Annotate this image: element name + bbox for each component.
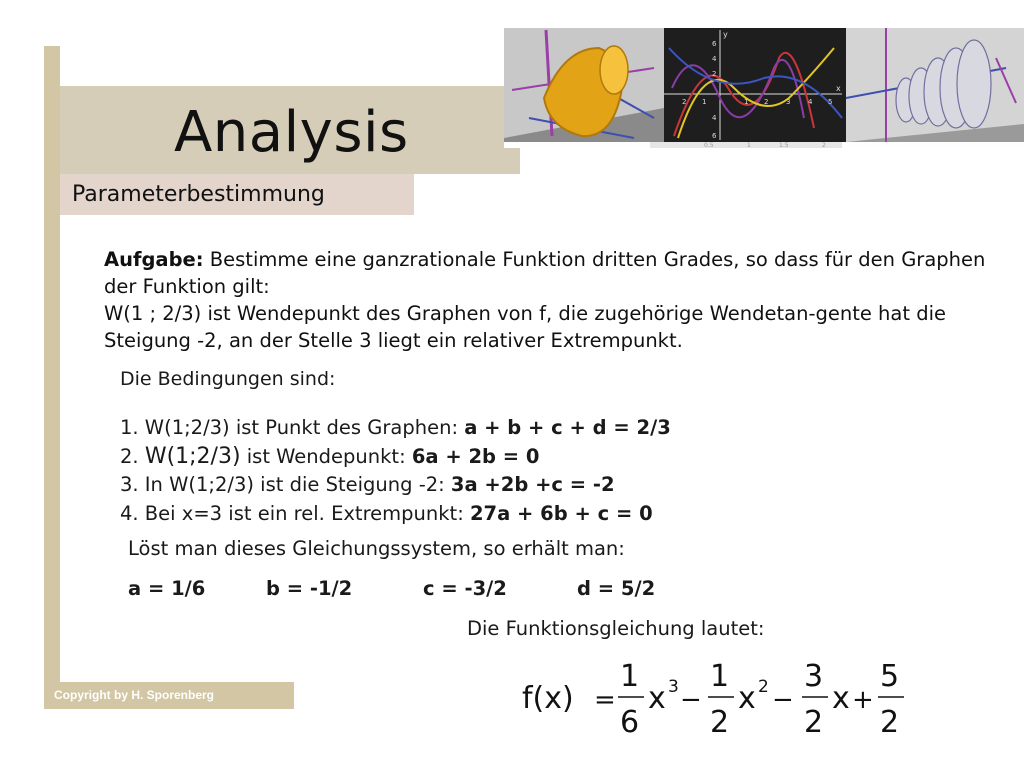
- function-label: Die Funktionsgleichung lautet:: [467, 617, 765, 640]
- formula-t3-variable: x: [832, 681, 850, 716]
- solution-d: d = 5/2: [577, 577, 656, 600]
- graph-bottom-tick: 2: [822, 142, 826, 148]
- condition-equation: a + b + c + d = 2/3: [464, 416, 671, 439]
- graph-y-tick: 4: [712, 114, 717, 122]
- paraboloid-image: [504, 28, 664, 142]
- solution-c: c = -3/2: [423, 577, 507, 600]
- formula-t4-numerator: 5: [880, 659, 900, 694]
- graph-x-tick: 2: [682, 98, 687, 106]
- graph-bottom-tick: 1.5: [779, 142, 789, 148]
- header-images: [504, 28, 1024, 148]
- graph-x-tick: 2: [764, 98, 769, 106]
- condition-item: 2. W(1;2/3) ist Wendepunkt: 6a + 2b = 0: [120, 443, 540, 469]
- formula-t3-numerator: 3: [804, 659, 824, 694]
- formula-t1-denominator: 6: [620, 705, 640, 740]
- function-formula: [520, 652, 920, 742]
- formula-op3: +: [852, 685, 874, 715]
- task-line2: W(1 ; 2/3) ist Wendepunkt des Graphen von f, die zugehörige Wendetan-gente hat die Steigung -2, an der Stelle 3 liegt ein relativer Extrempunkt.: [104, 302, 947, 352]
- graph-bottom-tick: 1: [747, 142, 751, 148]
- graph-y-tick: 4: [712, 55, 717, 63]
- graph-x-tick: 1: [744, 98, 749, 106]
- left-accent-bar: [44, 46, 60, 708]
- formula-t1-numerator: 1: [620, 659, 640, 694]
- condition-item: 3. In W(1;2/3) ist die Steigung -2: 3a +2b +c = -2: [120, 473, 615, 496]
- graph-y-tick: 6: [712, 132, 717, 140]
- formula-t3-denominator: 2: [804, 705, 824, 740]
- graph-y-label: y: [723, 30, 728, 39]
- condition-item: 1. W(1;2/3) ist Punkt des Graphen: a + b + c + d = 2/3: [120, 416, 671, 439]
- condition-equation: 27a + 6b + c = 0: [469, 501, 653, 525]
- graph-x-tick: 4: [808, 98, 813, 106]
- solutions-row: [128, 577, 655, 600]
- task-line1: Bestimme eine ganzrationale Funktion dritten Grades, so dass für den Graphen der Funktion gilt:: [104, 248, 986, 298]
- condition-item: 4. Bei x=3 ist ein rel. Extrempunkt: 27a + 6b + c = 0: [120, 501, 653, 525]
- condition-equation: 3a +2b +c = -2: [450, 473, 615, 496]
- formula-t1-variable: x: [648, 681, 666, 716]
- graph-x-tick: 5: [828, 98, 833, 106]
- formula-op1: −: [680, 685, 702, 715]
- copyright-text: Copyright by H. Sporenberg: [54, 688, 215, 702]
- conditions-intro: Die Bedingungen sind:: [120, 368, 336, 390]
- conditions-list: [120, 414, 671, 528]
- page-subtitle: Parameterbestimmung: [72, 182, 325, 207]
- condition-equation: 6a + 2b = 0: [411, 444, 540, 468]
- formula-t2-exponent: 2: [758, 677, 769, 697]
- graph-x-tick: 3: [786, 98, 791, 106]
- graph-bottom-tick: 0.5: [704, 142, 714, 148]
- formula-t4-denominator: 2: [880, 705, 900, 740]
- rotation-solid-image: [846, 28, 1024, 142]
- function-graph-image: [664, 28, 846, 142]
- formula-op2: −: [772, 685, 794, 715]
- graph-x-label: x: [836, 84, 841, 93]
- solution-a: a = 1/6: [128, 577, 206, 600]
- formula-t2-denominator: 2: [710, 705, 730, 740]
- formula-t2-numerator: 1: [710, 659, 730, 694]
- graph-x-tick: 1: [702, 98, 707, 106]
- page-title: Analysis: [174, 100, 409, 165]
- formula-t1-exponent: 3: [668, 677, 679, 697]
- solution-b: b = -1/2: [266, 577, 353, 600]
- formula-equals: =: [594, 685, 616, 715]
- solve-text: Löst man dieses Gleichungssystem, so erhält man:: [128, 537, 625, 560]
- graph-y-tick: 2: [712, 70, 717, 78]
- graph-y-tick: 6: [712, 40, 717, 48]
- task-label: Aufgabe:: [104, 248, 204, 271]
- formula-lhs: f(x): [522, 681, 574, 716]
- task-text: [104, 246, 994, 354]
- formula-t2-variable: x: [738, 681, 756, 716]
